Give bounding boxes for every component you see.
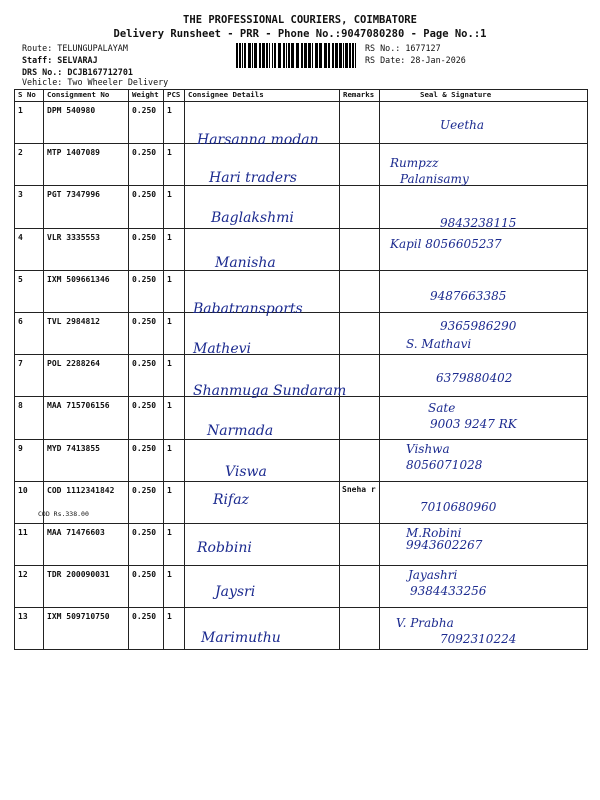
row-sno: 2 [15, 144, 44, 186]
barcode-bar [248, 43, 251, 68]
row-weight: 0.250 [129, 566, 164, 608]
row-remarks [340, 439, 380, 481]
table-row [15, 566, 588, 608]
row-weight: 0.250 [129, 608, 164, 650]
row-consignee [185, 439, 340, 481]
row-pcs: 1 [164, 481, 185, 523]
row-consignee [185, 355, 347, 400]
barcode-bar [352, 43, 354, 68]
consignee-handwriting: Manisha [215, 254, 276, 271]
row-consignment: IXM 509661346 [44, 270, 129, 312]
barcode-bar [308, 43, 311, 68]
signature-handwriting: Ueetha [440, 118, 485, 132]
row-sno: 12 [15, 566, 44, 608]
col-weight: Weight [129, 90, 164, 102]
barcode-bar [278, 43, 281, 68]
consignee-handwriting: Marimuthu [201, 630, 281, 647]
barcode-bar [324, 43, 327, 68]
col-sno: S No [15, 90, 44, 102]
signature-handwriting: 9843238115 [440, 216, 517, 231]
row-weight: 0.250 [129, 355, 164, 397]
table-row [15, 355, 588, 397]
row-signature [380, 608, 588, 650]
row-signature [380, 228, 588, 270]
barcode-bar [269, 43, 270, 68]
signature-handwriting: 9365986290 [440, 318, 517, 333]
table-row [15, 186, 588, 228]
table-header-row [15, 90, 588, 102]
barcode-bar [262, 43, 265, 68]
row-remarks [340, 397, 380, 439]
row-signature [380, 102, 588, 144]
col-consignee: Consignee Details [185, 90, 340, 102]
table-row [15, 523, 588, 565]
row-sno: 5 [15, 270, 44, 312]
barcode-bar [254, 43, 257, 68]
row-consignment: MTP 1407089 [44, 144, 129, 186]
row-remarks [340, 608, 380, 650]
signature-handwriting: Jayashri [408, 568, 458, 583]
barcode-bar [319, 43, 322, 68]
consignee-handwriting: Jaysri [215, 584, 256, 601]
row-remarks [340, 312, 380, 354]
row-consignment: COD 1112341842 COD Rs.338.00 [44, 481, 129, 523]
runsheet-subtitle: Delivery Runsheet - PRR - Phone No.:9047080280 - Page No.:1 [113, 28, 487, 40]
rs-date: RS Date: 28-Jan-2026 [365, 55, 466, 65]
row-pcs: 1 [164, 312, 185, 354]
row-consignment: VLR 3335553 [44, 228, 129, 270]
row-consignment: PGT 7347996 [44, 186, 129, 228]
consignee-handwriting: Baglakshmi [211, 210, 294, 227]
row-pcs: 1 [164, 566, 185, 608]
row-pcs: 1 [164, 186, 185, 228]
row-remarks [340, 186, 380, 228]
row-consignee [185, 228, 340, 270]
row-pcs: 1 [164, 608, 185, 650]
consignee-handwriting: Rifaz [213, 491, 249, 508]
row-signature [380, 397, 588, 439]
row-pcs: 1 [164, 102, 185, 144]
row-weight: 0.250 [129, 228, 164, 270]
signature-handwriting: 7092310224 [440, 632, 517, 647]
barcode-bar [349, 43, 351, 68]
row-remarks [340, 228, 380, 270]
row-sno: 10 [15, 481, 44, 523]
row-pcs: 1 [164, 523, 185, 565]
barcode-bar [283, 43, 285, 68]
row-sno: 13 [15, 608, 44, 650]
row-weight: 0.250 [129, 481, 164, 523]
row-sno: 4 [15, 228, 44, 270]
consignee-handwriting: Hari traders [209, 170, 297, 187]
barcode-bar [266, 43, 268, 68]
signature-handwriting: 8056071028 [406, 457, 483, 472]
vehicle-label: Vehicle: Two Wheeler Delivery [22, 77, 169, 87]
drs-number: DRS No.: DCJB167712701 [22, 67, 133, 77]
row-signature [380, 355, 588, 397]
signature-handwriting: Vishwa [406, 441, 450, 456]
row-consignee [185, 608, 340, 650]
row-sno: 8 [15, 397, 44, 439]
signature-handwriting: S. Mathavi [406, 336, 472, 351]
barcode-bar [332, 43, 334, 68]
barcode-image [236, 43, 356, 68]
table-row [15, 397, 588, 439]
route-label: Route: TELUNGUPALAYAM [22, 43, 128, 53]
barcode-bar [296, 43, 299, 68]
row-signature [380, 439, 588, 481]
barcode-bar [236, 43, 238, 68]
table-row [15, 102, 588, 144]
barcode-bar [244, 43, 246, 68]
table-row [15, 270, 588, 312]
row-remarks [340, 102, 380, 144]
barcode-bar [286, 43, 287, 68]
row-signature [380, 312, 588, 354]
barcode-bar [259, 43, 261, 68]
signature-handwriting: 6379880402 [436, 371, 513, 386]
signature-handwriting: M.Robini [406, 525, 462, 540]
table-row [15, 439, 588, 481]
row-pcs: 1 [164, 355, 185, 397]
row-pcs: 1 [164, 228, 185, 270]
consignee-handwriting: Harsanna modan [197, 132, 319, 148]
signature-handwriting: 7010680960 [420, 499, 497, 514]
row-sno: 3 [15, 186, 44, 228]
row-remarks [340, 355, 380, 397]
col-consignment: Consignment No [44, 90, 129, 102]
row-consignment: DPM 540980 [44, 102, 129, 144]
runsheet-table [14, 89, 588, 650]
barcode-bar [304, 43, 307, 68]
col-pcs: PCS [164, 90, 185, 102]
barcode-bar [339, 43, 342, 68]
row-consignment: POL 2288264 [44, 355, 129, 397]
row-weight: 0.250 [129, 144, 164, 186]
row-consignment: MAA 715706156 [44, 397, 129, 439]
signature-handwriting: Palanisamy [400, 172, 469, 187]
table-row [15, 228, 588, 270]
signature-handwriting: Sate [428, 401, 456, 416]
row-consignee [185, 566, 340, 608]
signature-handwriting: 9943602267 [406, 537, 483, 552]
row-pcs: 1 [164, 144, 185, 186]
row-sno: 7 [15, 355, 44, 397]
row-consignee [185, 312, 340, 357]
row-pcs: 1 [164, 397, 185, 439]
barcode-bar [272, 43, 273, 68]
signature-handwriting: 9003 9247 RK [430, 417, 517, 432]
barcode-bar [252, 43, 253, 68]
row-sno: 6 [15, 312, 44, 354]
row-consignee [185, 270, 340, 317]
consignee-handwriting: Shanmuga Sundaram [193, 383, 347, 400]
consignee-handwriting: Narmada [207, 423, 274, 440]
row-weight: 0.250 [129, 397, 164, 439]
row-signature [380, 566, 588, 608]
row-signature [380, 523, 588, 565]
row-consignee [185, 523, 340, 565]
barcode-bar [335, 43, 338, 68]
row-weight: 0.250 [129, 186, 164, 228]
row-consignee [185, 397, 340, 439]
barcode-bar [242, 43, 243, 68]
row-consignment: MAA 71476603 [44, 523, 129, 565]
remark-text: Sneha r [342, 484, 376, 494]
consignee-handwriting: Mathevi [193, 340, 251, 357]
row-remarks [340, 566, 380, 608]
row-remarks [340, 270, 380, 312]
rs-number: RS No.: 1677127 [365, 43, 441, 53]
row-weight: 0.250 [129, 523, 164, 565]
signature-handwriting: Rumpzz [390, 156, 439, 171]
cod-amount: COD Rs.338.00 [38, 509, 89, 518]
barcode-bar [301, 43, 303, 68]
table-row [15, 481, 588, 523]
row-consignee [185, 481, 340, 523]
consignee-handwriting: Babatransports [193, 300, 303, 317]
row-weight: 0.250 [129, 312, 164, 354]
signature-handwriting: 9384433256 [410, 584, 487, 599]
row-signature [380, 186, 588, 231]
barcode-bar [312, 43, 313, 68]
consignee-handwriting: Viswa [225, 463, 267, 480]
signature-handwriting: 9487663385 [430, 288, 507, 303]
row-remarks [340, 481, 380, 523]
staff-label: Staff: SELVARAJ [22, 55, 98, 65]
row-consignment: TDR 200090031 [44, 566, 129, 608]
barcode-bar [274, 43, 276, 68]
row-consignee [185, 186, 340, 228]
col-remarks: Remarks [340, 90, 380, 102]
row-consignment: TVL 2984812 [44, 312, 129, 354]
company-title: THE PROFESSIONAL COURIERS, COIMBATORE [183, 14, 417, 26]
row-pcs: 1 [164, 439, 185, 481]
barcode-bar [355, 43, 356, 68]
row-weight: 0.250 [129, 270, 164, 312]
row-consignment: IXM 509710750 [44, 608, 129, 650]
row-consignee [185, 144, 340, 186]
row-consignee [185, 102, 340, 148]
consignee-handwriting: Robbini [197, 539, 252, 556]
barcode-bar [291, 43, 294, 68]
signature-handwriting: Kapil 8056605237 [390, 236, 502, 251]
row-weight: 0.250 [129, 102, 164, 144]
row-signature [380, 270, 588, 312]
barcode-bar [239, 43, 241, 68]
row-signature [380, 144, 588, 186]
table-row [15, 144, 588, 186]
table-row [15, 608, 588, 650]
table-row [15, 312, 588, 354]
row-pcs: 1 [164, 270, 185, 312]
row-sno: 1 [15, 102, 44, 144]
barcode-bar [343, 43, 344, 68]
row-sno: 9 [15, 439, 44, 481]
barcode-bar [328, 43, 330, 68]
col-signature: Seal & Signature [380, 90, 588, 102]
row-consignment: MYD 7413855 [44, 439, 129, 481]
row-weight: 0.250 [129, 439, 164, 481]
row-remarks [340, 144, 380, 186]
barcode-bar [315, 43, 318, 68]
signature-handwriting: V. Prabha [396, 616, 454, 631]
row-sno: 11 [15, 523, 44, 565]
row-remarks [340, 523, 380, 565]
barcode-bar [288, 43, 290, 68]
row-signature [380, 481, 588, 523]
barcode-bar [345, 43, 348, 68]
